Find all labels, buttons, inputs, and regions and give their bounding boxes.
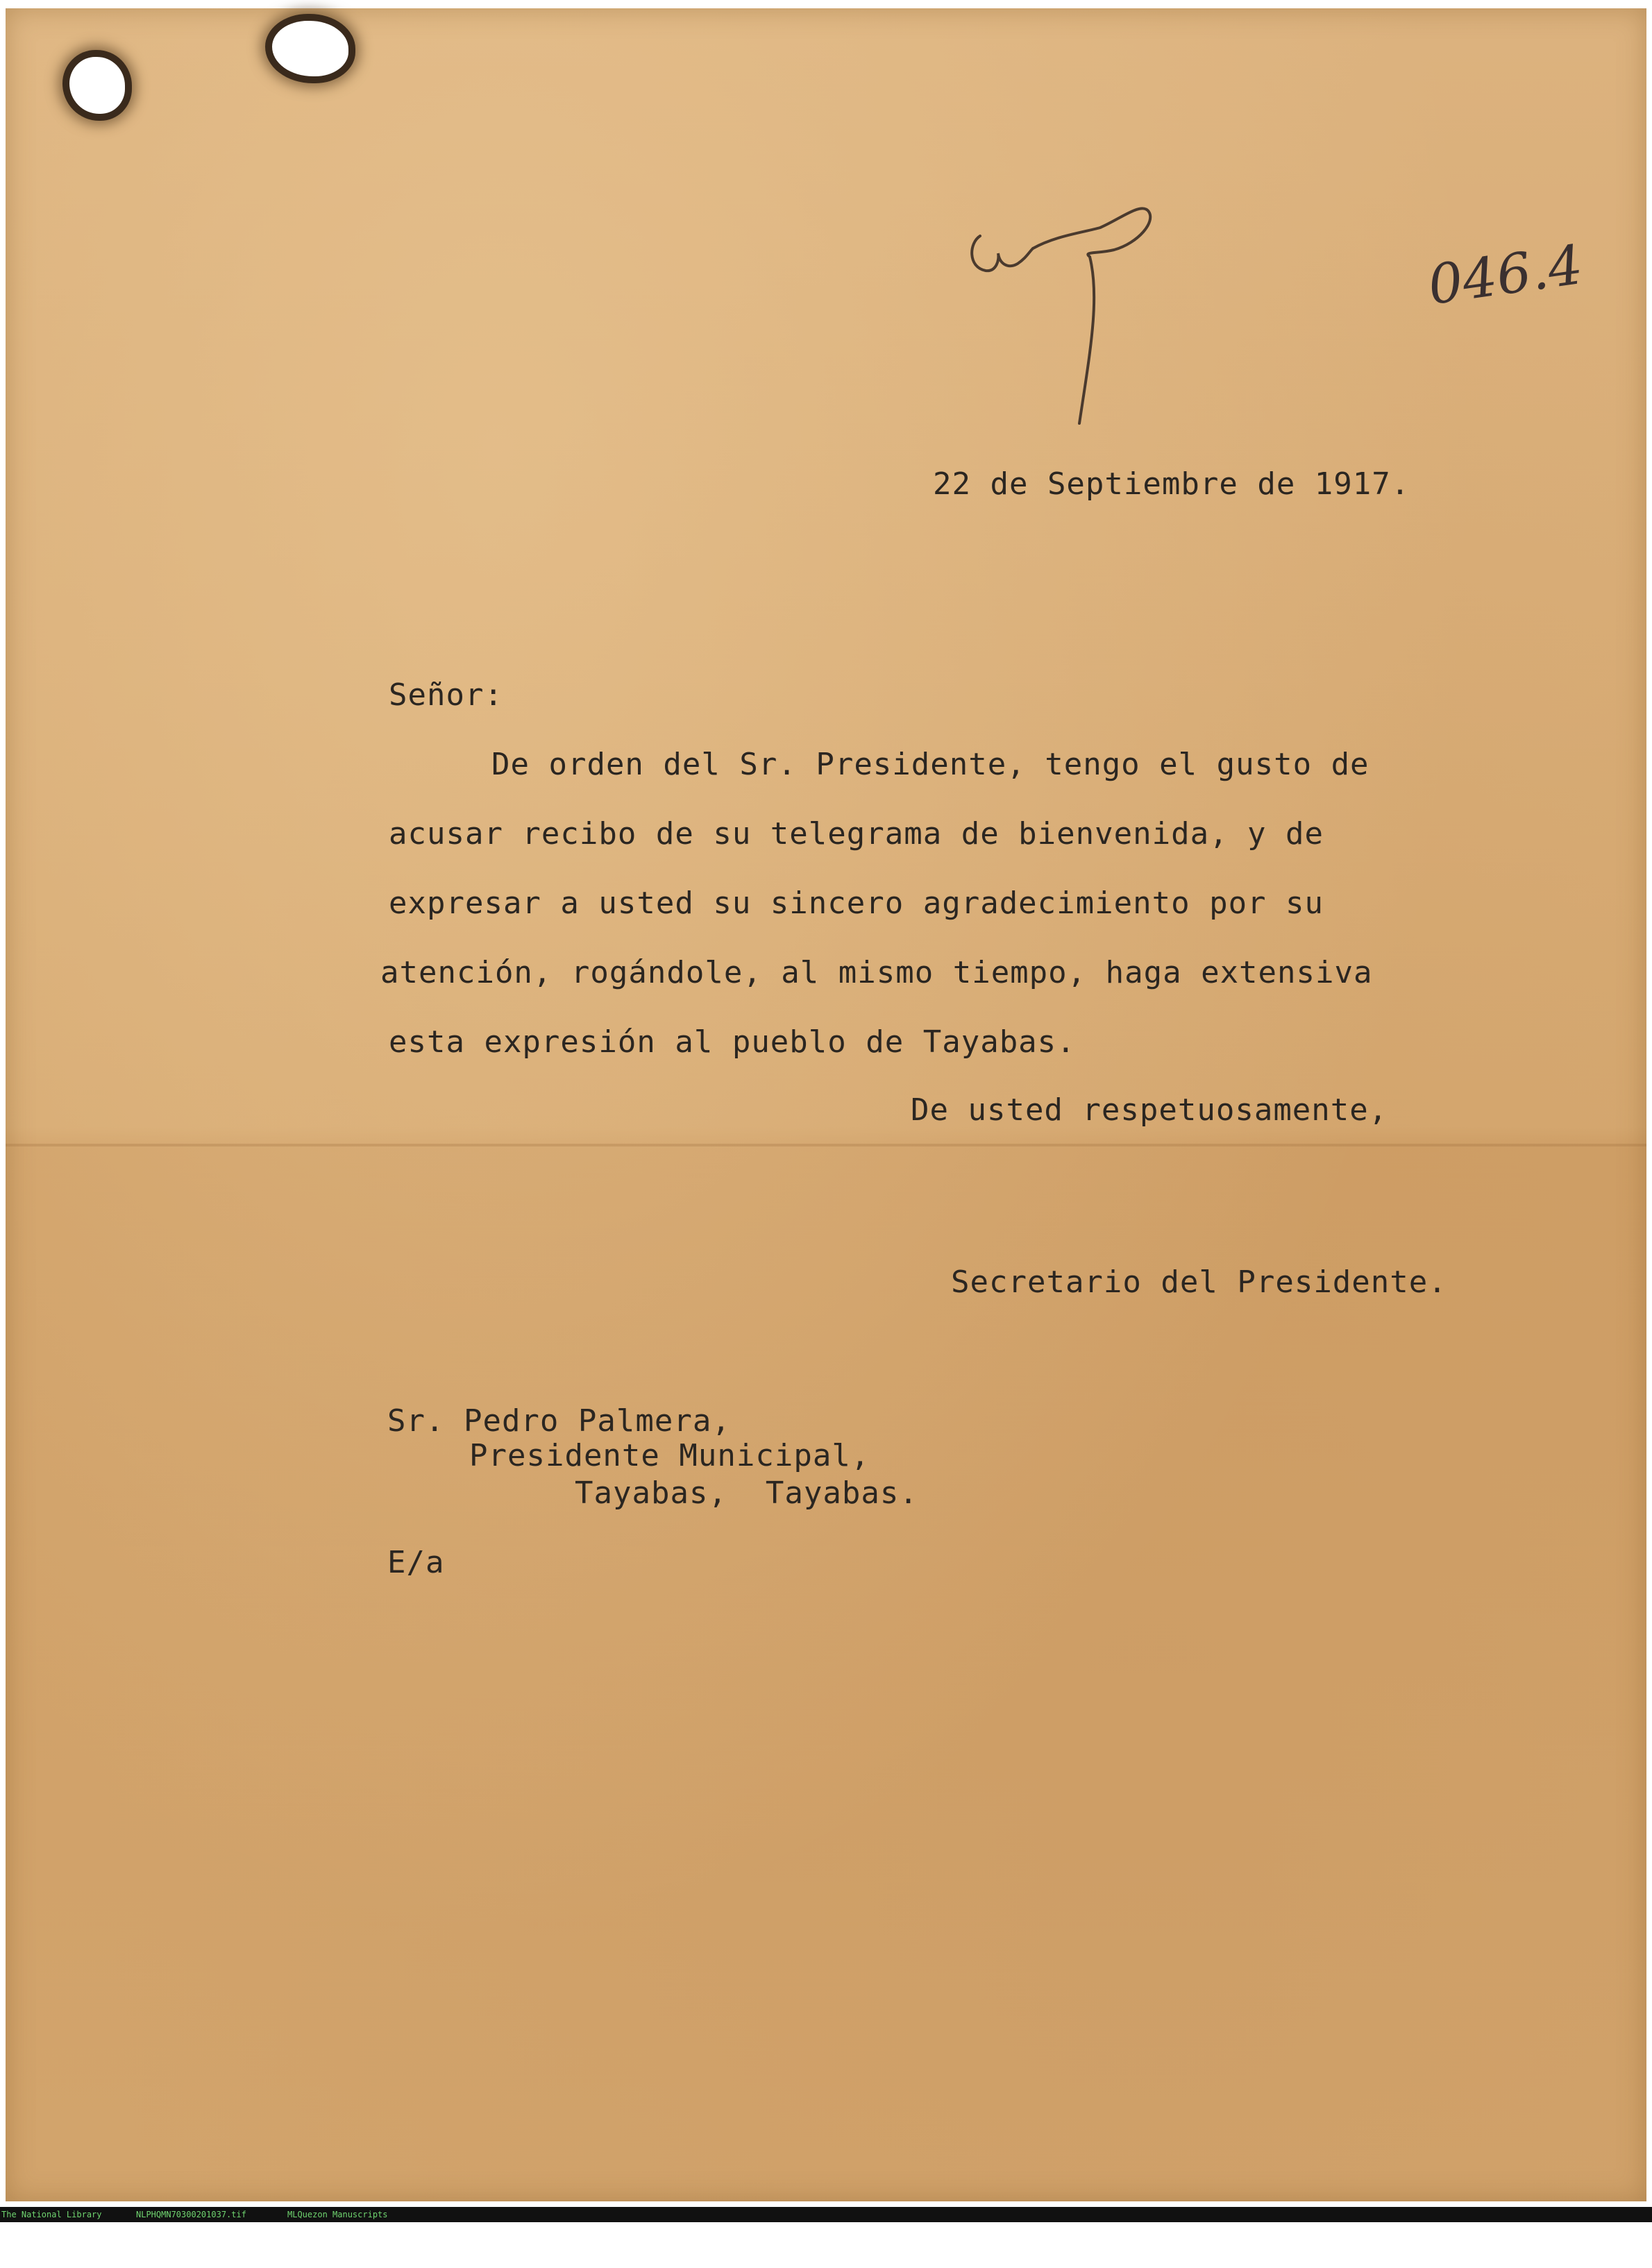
footer-institution: The National Library xyxy=(1,2210,102,2219)
addressee-position: Presidente Municipal, xyxy=(469,1438,870,1473)
body-line: esta expresión al pueblo de Tayabas. xyxy=(389,1024,1076,1060)
letter-sheet xyxy=(6,8,1646,2201)
closing: De usted respetuosamente, xyxy=(911,1092,1388,1128)
footer-filename: NLPHQMN70300201037.tif xyxy=(136,2210,246,2219)
archive-number: 046.4 xyxy=(1424,233,1587,318)
addressee-name: Sr. Pedro Palmera, xyxy=(387,1403,731,1439)
body-line: acusar recibo de su telegrama de bienvenida, y de xyxy=(389,816,1324,852)
body-line: De orden del Sr. Presidente, tengo el gusto de xyxy=(491,747,1369,782)
body-line: atención, rogándole, al mismo tiempo, haga extensiva xyxy=(380,955,1373,990)
footer-collection: MLQuezon Manuscripts xyxy=(287,2210,388,2219)
paper-fold-line xyxy=(6,1144,1646,1146)
archive-footer-bar xyxy=(0,2207,1652,2222)
signature-title: Secretario del Presidente. xyxy=(951,1264,1447,1300)
body-line: expresar a usted su sincero agradecimiento por su xyxy=(389,886,1324,921)
handwritten-initials-mark xyxy=(965,194,1173,437)
letter-date: 22 de Septiembre de 1917. xyxy=(933,466,1410,502)
addressee-location: Tayabas, Tayabas. xyxy=(575,1475,918,1511)
salutation: Señor: xyxy=(389,677,503,713)
reference-initials: E/a xyxy=(387,1545,445,1580)
